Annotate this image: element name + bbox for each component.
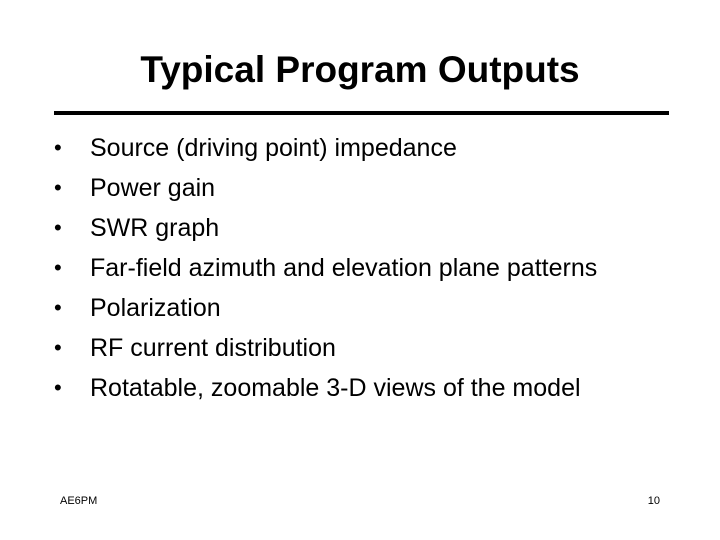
bullet-dot-icon: • <box>54 295 62 320</box>
bullet-text: Rotatable, zoomable 3-D views of the model <box>90 374 581 402</box>
bullet-text: Far-field azimuth and elevation plane patterns <box>90 254 598 282</box>
bullet-text: SWR graph <box>90 214 220 242</box>
footer-author: AE6PM <box>60 495 98 507</box>
bullet-dot-icon: • <box>54 335 62 360</box>
bullet-dot-icon: • <box>54 175 62 200</box>
title-underline-rule <box>54 111 669 115</box>
bullet-text: Power gain <box>90 174 216 202</box>
page-number: 10 <box>647 495 660 507</box>
bullet-text: Source (driving point) impedance <box>90 134 457 162</box>
bullet-text: RF current distribution <box>90 334 336 362</box>
bullet-dot-icon: • <box>54 255 62 280</box>
bullet-dot-icon: • <box>54 135 62 160</box>
bullet-dot-icon: • <box>54 375 62 400</box>
bullet-dot-icon: • <box>54 215 62 240</box>
bullet-text: Polarization <box>90 294 221 322</box>
slide-title: Typical Program Outputs <box>140 49 580 90</box>
